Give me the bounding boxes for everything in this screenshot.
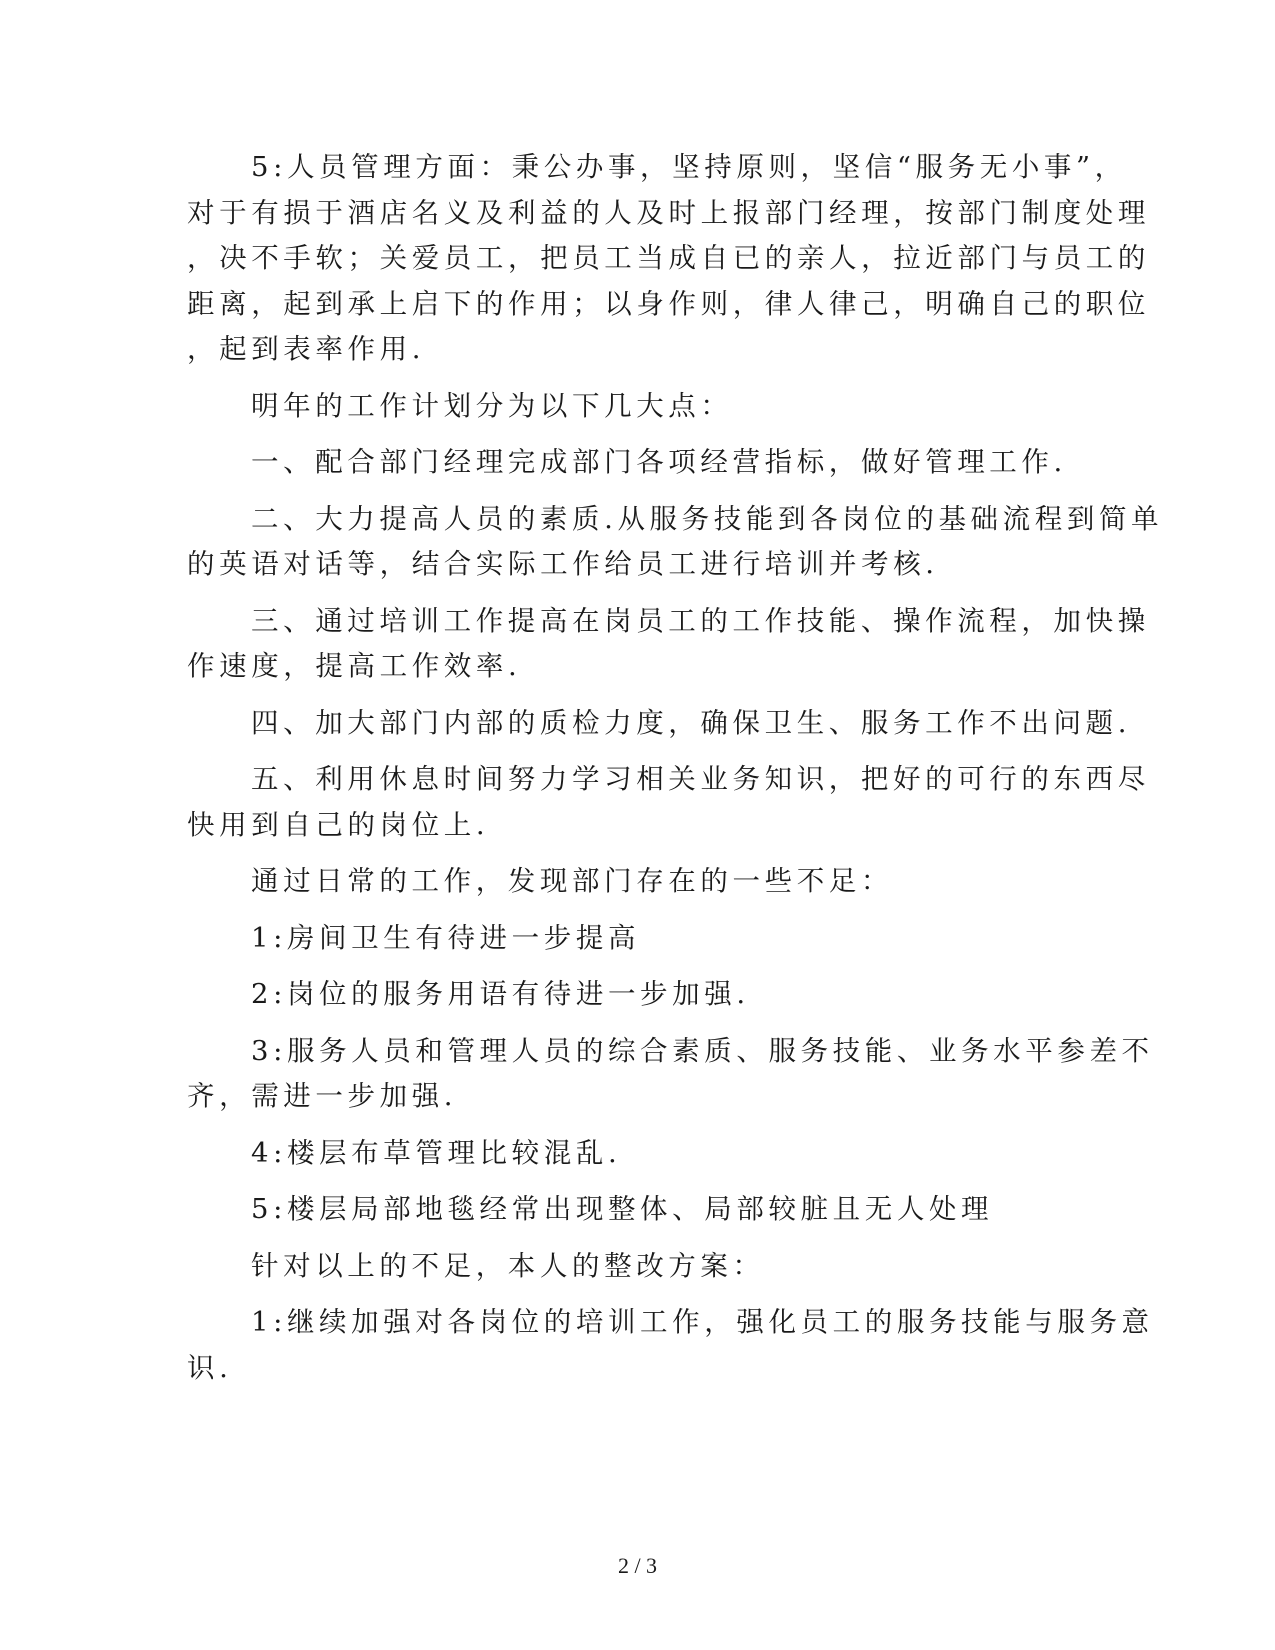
text-line: 4:楼层布草管理比较混乱. [251, 1136, 622, 1169]
paragraph-shortcomings-intro [187, 859, 1087, 905]
text-line: 三、通过培训工作提高在岗员工的工作技能、操作流程，加快操 [251, 604, 1150, 637]
text-line: 5:人员管理方面：秉公办事，坚持原则，坚信“服务无小事”， [251, 151, 1127, 183]
text-line: 快用到自己的岗位上. [187, 808, 490, 841]
text-line: 通过日常的工作，发现部门存在的一些不足： [251, 865, 893, 897]
text-line: 针对以上的不足，本人的整改方案： [251, 1249, 765, 1282]
text-line: 明年的工作计划分为以下几大点： [251, 389, 733, 422]
paragraph-shortcoming-3 [187, 1029, 1154, 1120]
text-line: 齐，需进一步加强. [187, 1080, 458, 1112]
text-line: 五、利用休息时间努力学习相关业务知识，把好的可行的东西尽 [251, 763, 1150, 795]
text-line: 5:楼层局部地毯经常出现整体、局部较脏且无人处理 [251, 1193, 994, 1225]
text-line: 2:岗位的服务用语有待进一步加强. [251, 978, 750, 1010]
text-line: 1:房间卫生有待进一步提高 [251, 921, 641, 954]
paragraph-plan-5 [187, 757, 1150, 848]
text-line: ，起到表率作用. [187, 333, 426, 365]
paragraph-remedy-1 [187, 1300, 1154, 1391]
paragraph-remedy-intro [187, 1244, 1087, 1290]
paragraph-shortcoming-1 [187, 916, 1087, 962]
text-line: 二、大力提高人员的素质.从服务技能到各岗位的基础流程到简单 [251, 502, 1164, 535]
paragraph-plan-2 [187, 497, 1164, 588]
text-line: 3:服务人员和管理人员的综合素质、服务技能、业务水平参差不 [251, 1034, 1154, 1067]
document-body [187, 145, 1164, 1402]
paragraph-shortcoming-2 [187, 972, 1087, 1018]
paragraph-shortcoming-4 [187, 1131, 1087, 1177]
text-line: 距离，起到承上启下的作用；以身作则，律人律己，明确自己的职位 [187, 287, 1150, 320]
paragraph-plan-1 [187, 440, 1087, 486]
paragraph-shortcoming-5 [187, 1187, 1087, 1233]
text-line: 的英语对话等，结合实际工作给员工进行培训并考核. [187, 548, 939, 580]
paragraph-staff-management [187, 145, 1150, 373]
text-line: 1:继续加强对各岗位的培训工作，强化员工的服务技能与服务意 [251, 1306, 1154, 1338]
text-line: 识. [187, 1351, 233, 1384]
paragraph-plan-3 [187, 599, 1150, 690]
text-line: 四、加大部门内部的质检力度，确保卫生、服务工作不出问题. [251, 706, 1132, 739]
text-line: 一、配合部门经理完成部门各项经营指标，做好管理工作. [251, 446, 1067, 478]
text-line: ，决不手软；关爱员工，把员工当成自已的亲人，拉近部门与员工的 [187, 242, 1150, 274]
paragraph-plan-4 [187, 701, 1132, 747]
paragraph-plan-intro [187, 384, 1087, 430]
text-line: 对于有损于酒店名义及利益的人及时上报部门经理，按部门制度处理 [187, 196, 1150, 229]
page-number: 2 / 3 [617, 1553, 658, 1578]
text-line: 作速度，提高工作效率. [187, 650, 522, 682]
